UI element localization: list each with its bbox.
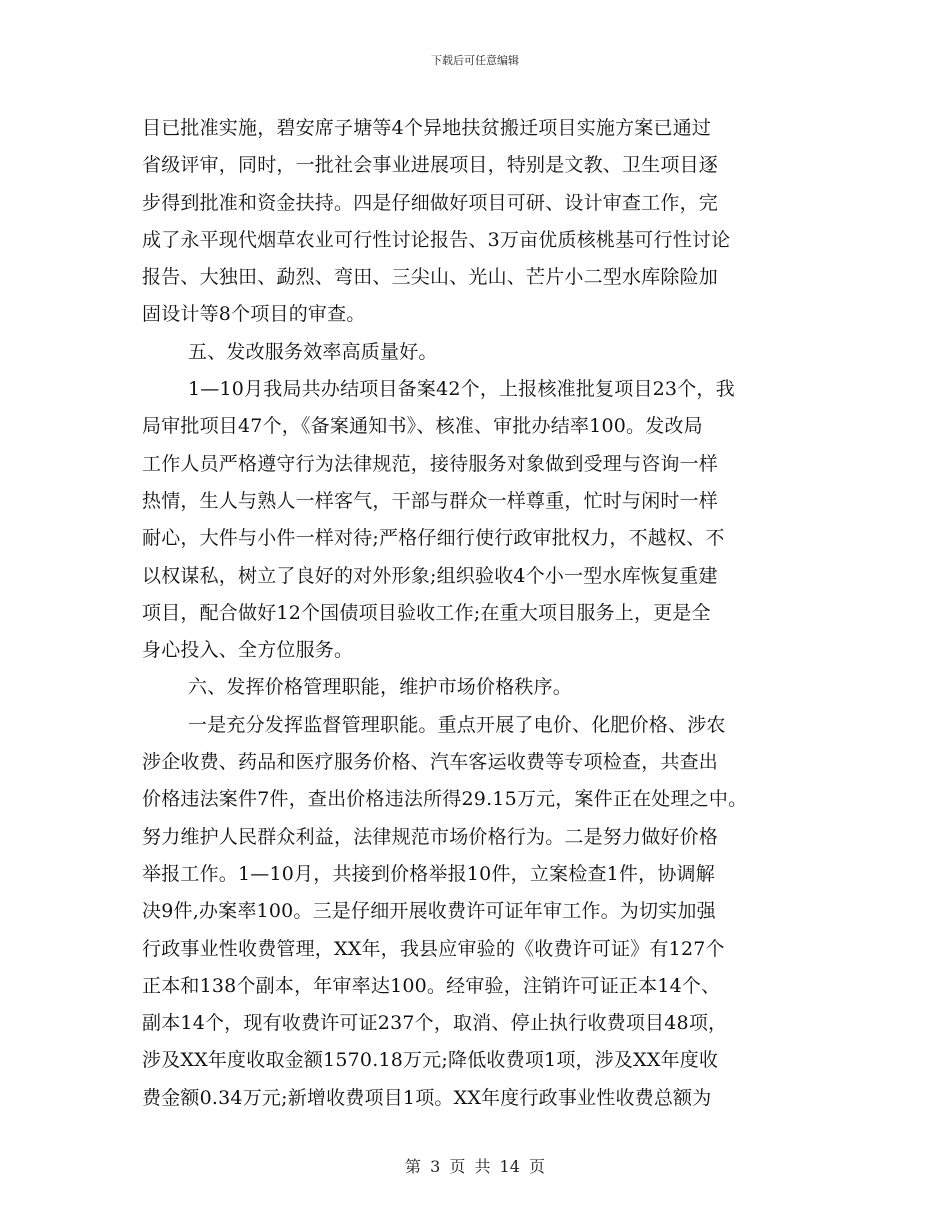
text-line: 局审批项目47个，《备案通知书》、核准、审批办结率100。发改局 xyxy=(142,415,703,438)
text-line: 成了永平现代烟草农业可行性讨论报告、3万亩优质核桃基可行性讨论 xyxy=(142,228,731,251)
text-line: 目已批准实施，碧安席子塘等4个异地扶贫搬迁项目实施方案已通过 xyxy=(142,117,712,139)
text-line: 报告、大独田、勐烈、弯田、三尖山、光山、芒片小二型水库除险加 xyxy=(142,266,719,289)
text-line: 工作人员严格遵守行为法律规范，接待服务对象做到受理与咨询一样 xyxy=(142,452,719,475)
text-line: 价格违法案件7件，查出价格违法所得29.15万元，案件正在处理之中。 xyxy=(142,788,748,811)
text-line: 热情，生人与熟人一样客气，干部与群众一样尊重，忙时与闲时一样 xyxy=(142,489,719,512)
text-line: 身心投入、全方位服务。 xyxy=(142,639,354,662)
text-line: 副本14个，现有收费许可证237个，取消、停止执行收费项目48项， xyxy=(142,1012,728,1035)
document-body xyxy=(142,110,832,1117)
text-line: 五、发改服务效率高质量好。 xyxy=(188,340,438,363)
text-line: 行政事业性收费管理，XX年，我县应审验的《收费许可证》有127个 xyxy=(142,937,725,960)
text-line: 项目，配合做好12个国债项目验收工作;在重大项目服务上，更是全 xyxy=(142,601,711,624)
page-header: 下载后可任意编辑 xyxy=(431,54,519,67)
page-number: 第 3 页 共 14 页 xyxy=(405,1157,545,1176)
text-line: 耐心，大件与小件一样对待;严格仔细行使行政审批权力，不越权、不 xyxy=(142,527,725,550)
text-line: 省级评审，同时，一批社会事业进展项目，特别是文教、卫生项目逐 xyxy=(142,154,719,177)
text-line: 费金额0.34万元;新增收费项目1项。XX年度行政事业性收费总额为 xyxy=(142,1086,712,1109)
text-line: 涉及XX年度收取金额1570.18万元;降低收费项1项，涉及XX年度收 xyxy=(142,1049,719,1072)
text-line: 举报工作。1—10月，共接到价格举报10件，立案检查1件，协调解 xyxy=(142,862,715,885)
text-line: 以权谋私，树立了良好的对外形象;组织验收4个小一型水库恢复重建 xyxy=(142,564,718,587)
text-line: 努力维护人民群众利益，法律规范市场价格行为。二是努力做好价格 xyxy=(142,825,719,848)
text-line: 一是充分发挥监督管理职能。重点开展了电价、化肥价格、涉农 xyxy=(188,713,726,736)
text-line: 六、发挥价格管理职能，维护市场价格秩序。 xyxy=(188,676,573,699)
text-line: 涉企收费、药品和医疗服务价格、汽车客运收费等专项检查，共查出 xyxy=(142,751,719,774)
text-line: 1—10月我局共办结项目备案42个，上报核准批复项目23个，我 xyxy=(188,378,735,401)
text-line: 决9件,办案率100。三是仔细开展收费许可证年审工作。为切实加强 xyxy=(142,900,716,923)
text-line: 正本和138个副本，年审率达100。经审验，注销许可证正本14个、 xyxy=(142,974,721,997)
text-line: 步得到批准和资金扶持。四是仔细做好项目可研、设计审查工作，完 xyxy=(142,191,719,214)
text-line: 固设计等8个项目的审查。 xyxy=(142,303,366,326)
